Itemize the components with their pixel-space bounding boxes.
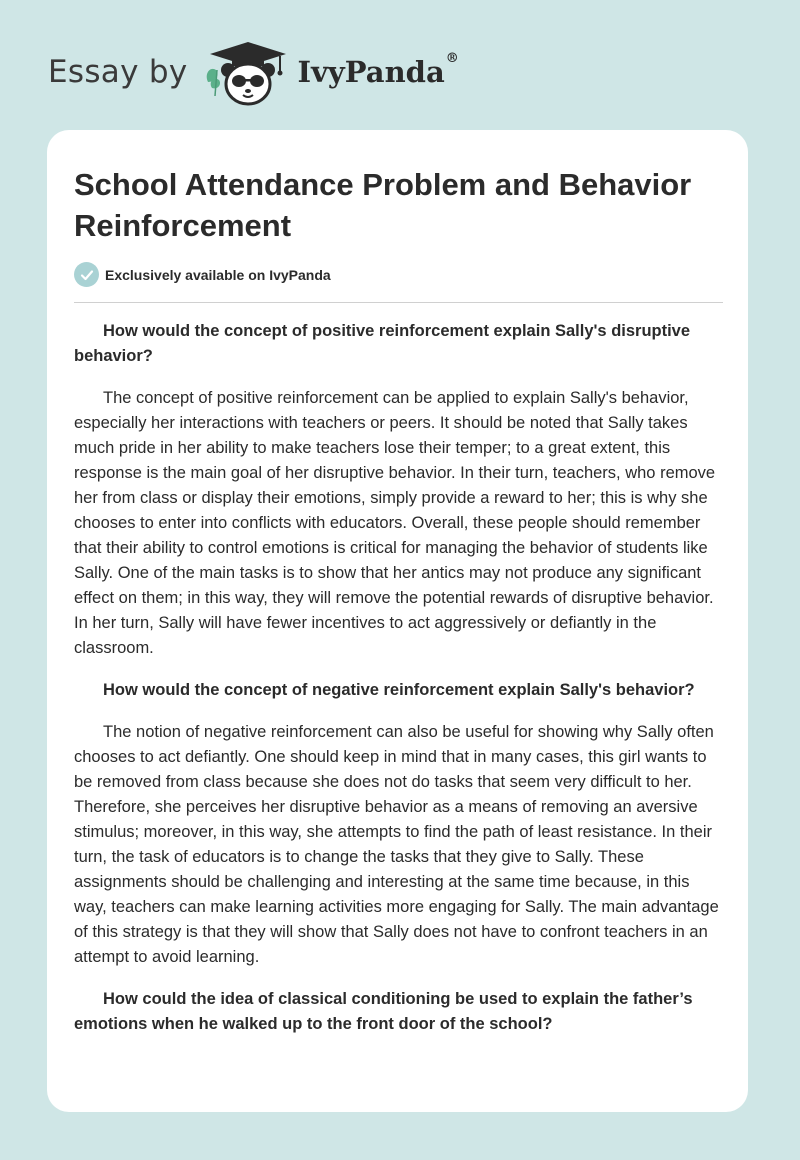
divider — [74, 302, 723, 303]
brand-header — [48, 36, 459, 108]
exclusive-label: Exclusively available on IvyPanda — [105, 266, 331, 283]
page-title: School Attendance Problem and Behavior Reinforcement — [74, 167, 692, 243]
essay-card — [47, 130, 748, 1112]
question-heading: How could the idea of classical conditioning be used to explain the father’s emotions when he walked up to the front door of the school? — [74, 990, 693, 1033]
exclusive-badge — [74, 262, 331, 287]
essay-body — [74, 319, 725, 1054]
question-heading: How would the concept of negative reinforcement explain Sally's behavior? — [103, 681, 695, 699]
brand-name — [297, 51, 459, 89]
question-heading: How would the concept of positive reinforcement explain Sally's disruptive behavior? — [74, 322, 691, 365]
registered-mark: ® — [445, 51, 459, 66]
brand-prefix: Essay by — [48, 54, 188, 90]
answer-paragraph: The notion of negative reinforcement can also be useful for showing why Sally often chooses to act defiantly. One should keep in mind that in many cases, this girl wants to be removed from class because she does not do tasks that seem very difficult to her. Therefore, she perceives her disruptive behavior as a means of removing an aversive stimulus; moreover, in this way, she attempts to find the path of least resistance. In their turn, the task of educators is to change the tasks that they give to Sally. These assignments should be challenging and interesting at the same time because, in this way, teachers can make learning activities more engaging for Sally. The main advantage of this strategy is that they will show that Sally does not have to confront teachers in an attempt to avoid learning. — [74, 723, 719, 966]
panda-logo-icon — [202, 36, 294, 108]
brand-name-text: IvyPanda — [297, 55, 445, 89]
answer-paragraph: The concept of positive reinforcement can be applied to explain Sally's behavior, especially her interactions with teachers or peers. It should be noted that Sally takes much pride in her ability to make teachers lose their temper; to a great extent, this response is the main goal of her disruptive behavior. In their turn, teachers, who remove her from class or display their emotions, simply provide a reward to her; this is why she chooses to enter into conflicts with educators. Overall, these people should remember that their ability to control emotions is critical for managing the behavior of students like Sally. One of the main tasks is to show that her antics may not produce any significant effect on them; in this way, they will remove the potential rewards of disruptive behavior. In her turn, Sally will have fewer incentives to act aggressively or defiantly in the classroom. — [74, 389, 716, 657]
checkmark-icon — [74, 262, 99, 287]
